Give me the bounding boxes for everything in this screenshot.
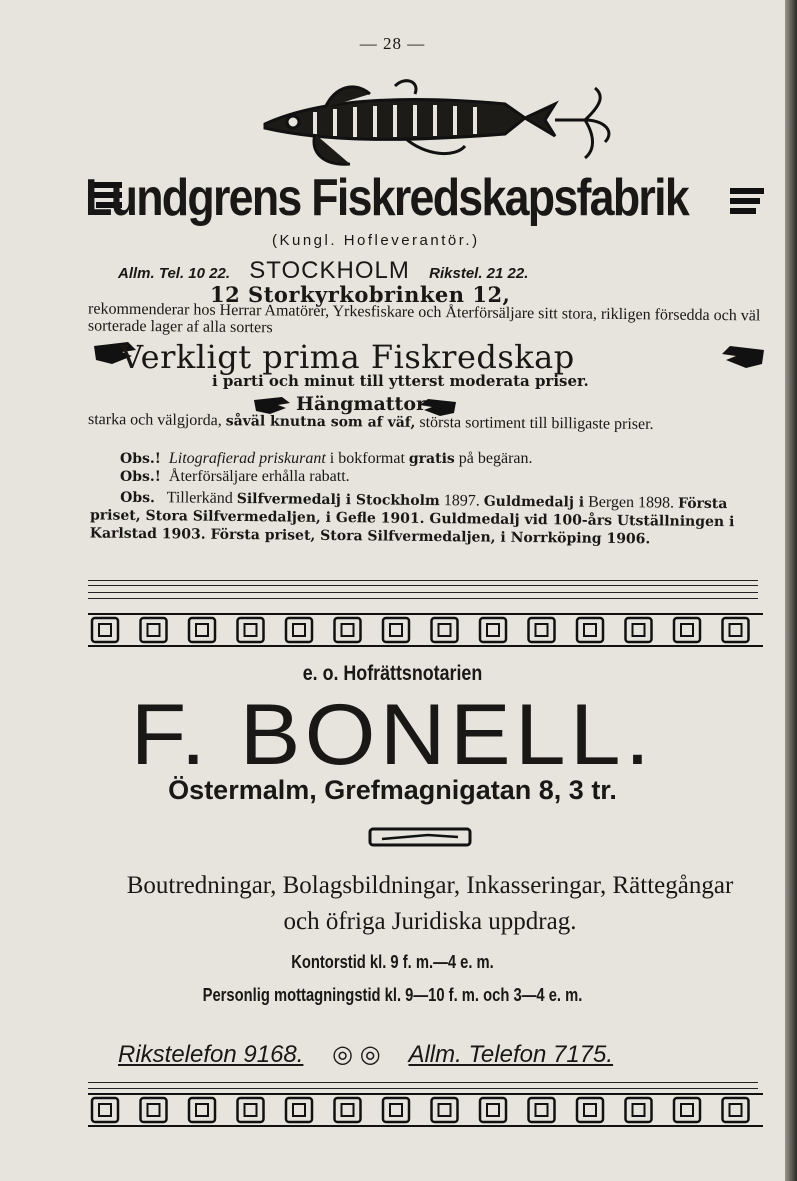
ornament-square-icon — [577, 618, 603, 642]
medals-text: 1897. — [443, 492, 480, 510]
ornament-inner-square — [681, 624, 693, 636]
headline: Verkligt prima Fiskredskap — [120, 338, 575, 376]
ornament-square-icon — [383, 1098, 409, 1122]
street-address: 12 Storkyrkobrinken 12, — [210, 282, 511, 307]
ornament-inner-square — [487, 1104, 499, 1116]
contact-row — [118, 257, 698, 285]
divider-rule — [88, 580, 758, 581]
divider-rule — [88, 592, 758, 593]
ornament-square-icon — [723, 618, 749, 642]
ornament-border-top — [88, 612, 763, 648]
ornament-inner-square — [633, 1104, 645, 1116]
ornament-square-icon — [141, 1098, 167, 1122]
ornament-square-icon — [189, 1098, 215, 1122]
ornament-square-icon — [723, 1098, 749, 1122]
ornament-dash-icon — [368, 826, 472, 848]
intro-paragraph: rekommenderar hos Herrar Amatörer, Yrkesfiskare och Återförsäljare sitt stora, rikligen försedda och väl sorterade lager af alla sorters — [87, 300, 761, 337]
allm-phone: Allm. Telefon 7175. — [408, 1041, 614, 1068]
page-number: — 28 — — [359, 34, 426, 53]
obs-label: Obs. — [120, 489, 156, 507]
ornament-square-icon — [335, 618, 361, 642]
ornament-inner-square — [342, 624, 354, 636]
ornament-inner-square — [99, 624, 111, 636]
medals-bold: Silfvermedalj i Stockholm — [236, 490, 440, 510]
ornament-square-icon — [432, 618, 458, 642]
title-line: e. o. Hofrättsnotarien — [302, 662, 483, 685]
ornament-square-icon — [141, 618, 167, 642]
ornament-square-icon — [529, 1098, 555, 1122]
obs-italic: Litografierad priskurant — [168, 450, 326, 467]
services-line: och öfriga Juridiska uppdrag. — [283, 908, 577, 935]
ornament-square-icon — [432, 1098, 458, 1122]
ornament-inner-square — [342, 1104, 354, 1116]
ornament-inner-square — [245, 1104, 257, 1116]
obs-note-1 — [120, 450, 533, 468]
ornament-square-icon — [335, 1098, 361, 1122]
ornament-inner-square — [148, 1104, 160, 1116]
ornament-square-icon — [529, 618, 555, 642]
obs-text: Återförsäljare erhålla rabatt. — [168, 468, 350, 485]
company-title: Lundgrens Fiskredskapsfabrik — [85, 169, 688, 227]
office-address: Östermalm, Grefmagnigatan 8, 3 tr. — [168, 775, 617, 805]
allm-phone: Allm. Tel. 10 22. — [118, 265, 230, 282]
ornament-inner-square — [390, 1104, 402, 1116]
ornament-square-icon — [238, 1098, 264, 1122]
ornament-square-icon — [626, 1098, 652, 1122]
ornament-inner-square — [633, 624, 645, 636]
ornament-inner-square — [99, 1104, 111, 1116]
fishing-lure-illustration — [255, 76, 620, 176]
pointing-hand-right-icon — [728, 182, 766, 222]
ornament-inner-square — [584, 1104, 596, 1116]
obs-label: Obs.! — [120, 469, 161, 485]
city-name: STOCKHOLM — [249, 257, 410, 284]
phone-row — [118, 1040, 758, 1069]
ornament-square-icon — [238, 618, 264, 642]
ornament-square-icon — [480, 618, 506, 642]
hammocks-text-end: största sortiment till billigaste priser. — [419, 413, 654, 433]
ornament-square-icon — [286, 1098, 312, 1122]
ornament-square-icon — [189, 618, 215, 642]
ornament-square-icon — [674, 1098, 700, 1122]
obs-label: Obs.! — [120, 451, 161, 467]
ornament-inner-square — [536, 1104, 548, 1116]
ornament-border-bottom — [88, 1092, 763, 1128]
ornament-inner-square — [293, 624, 305, 636]
ornament-inner-square — [730, 624, 742, 636]
ornament-inner-square — [293, 1104, 305, 1116]
ornament-square-icon — [626, 618, 652, 642]
services-list — [80, 868, 780, 940]
obs-text-end: på begäran. — [458, 450, 533, 467]
royal-warrant: (Kungl. Hofleverantör.) — [272, 232, 480, 249]
ornament-inner-square — [487, 624, 499, 636]
hammocks-text: starka och välgjorda, — [87, 411, 222, 430]
medals-bold: Guldmedalj i — [483, 493, 585, 511]
personal-hours: Personlig mottagningstid kl. 9—10 f. m. och 3—4 e. m. — [202, 985, 583, 1005]
obs-text: i bokformat — [329, 450, 405, 467]
ornament-square-icon — [674, 618, 700, 642]
ornament-inner-square — [536, 624, 548, 636]
obs-note-2 — [120, 468, 350, 486]
subline: i parti och minut till ytterst moderata priser. — [212, 372, 589, 390]
ornament-inner-square — [730, 1104, 742, 1116]
ornament-inner-square — [439, 624, 451, 636]
medals-text: 1898. — [637, 494, 675, 512]
ornament-inner-square — [681, 1104, 693, 1116]
divider-rule — [88, 585, 758, 586]
medals-text: Bergen — [588, 493, 635, 512]
divider-rule — [88, 1082, 758, 1083]
services-line: Boutredningar, Bolagsbildningar, Inkasseringar, Rättegångar — [126, 872, 734, 899]
riks-phone: Rikstelefon 9168. — [118, 1041, 304, 1068]
medals-text: Tillerkänd — [166, 489, 233, 507]
medals-bold: Första priset, Stora Silfvermedaljen, i Gefle 1901. Guldmedalj vid 100-års Utställningen i Karlstad 1903. Första priset, Stora Silfvermedaljen, i Norrköping 1906. — [89, 495, 735, 548]
office-hours: Kontorstid kl. 9 f. m.—4 e. m. — [291, 952, 494, 972]
ornament-square-icon — [480, 1098, 506, 1122]
ornament-inner-square — [390, 624, 402, 636]
ornament-inner-square — [439, 1104, 451, 1116]
lawyer-name: F. BONELL. — [130, 687, 655, 783]
divider-rule — [88, 1088, 758, 1089]
ornament-square-icon — [577, 1098, 603, 1122]
ornament-inner-square — [196, 624, 208, 636]
ornament-inner-square — [196, 1104, 208, 1116]
ornament-square-icon — [383, 618, 409, 642]
ornament-inner-square — [148, 624, 160, 636]
hammocks-heading: Hängmattor — [296, 393, 427, 415]
riks-phone: Rikstel. 21 22. — [429, 265, 529, 282]
pointing-hand-right-icon — [720, 342, 766, 372]
hammocks-bold: såväl knutna som af väf, — [225, 413, 416, 431]
obs-bold: gratis — [408, 451, 455, 467]
ornament-circles-icon: ◎ ◎ — [332, 1041, 381, 1068]
ornament-inner-square — [245, 624, 257, 636]
hammocks-paragraph — [88, 411, 768, 435]
medals-paragraph — [90, 488, 769, 549]
ornament-inner-square — [584, 624, 596, 636]
ornament-square-icon — [92, 618, 118, 642]
ornament-square-icon — [286, 618, 312, 642]
divider-rule — [88, 598, 758, 599]
page-edge-shadow — [785, 0, 797, 1181]
ornament-square-icon — [92, 1098, 118, 1122]
